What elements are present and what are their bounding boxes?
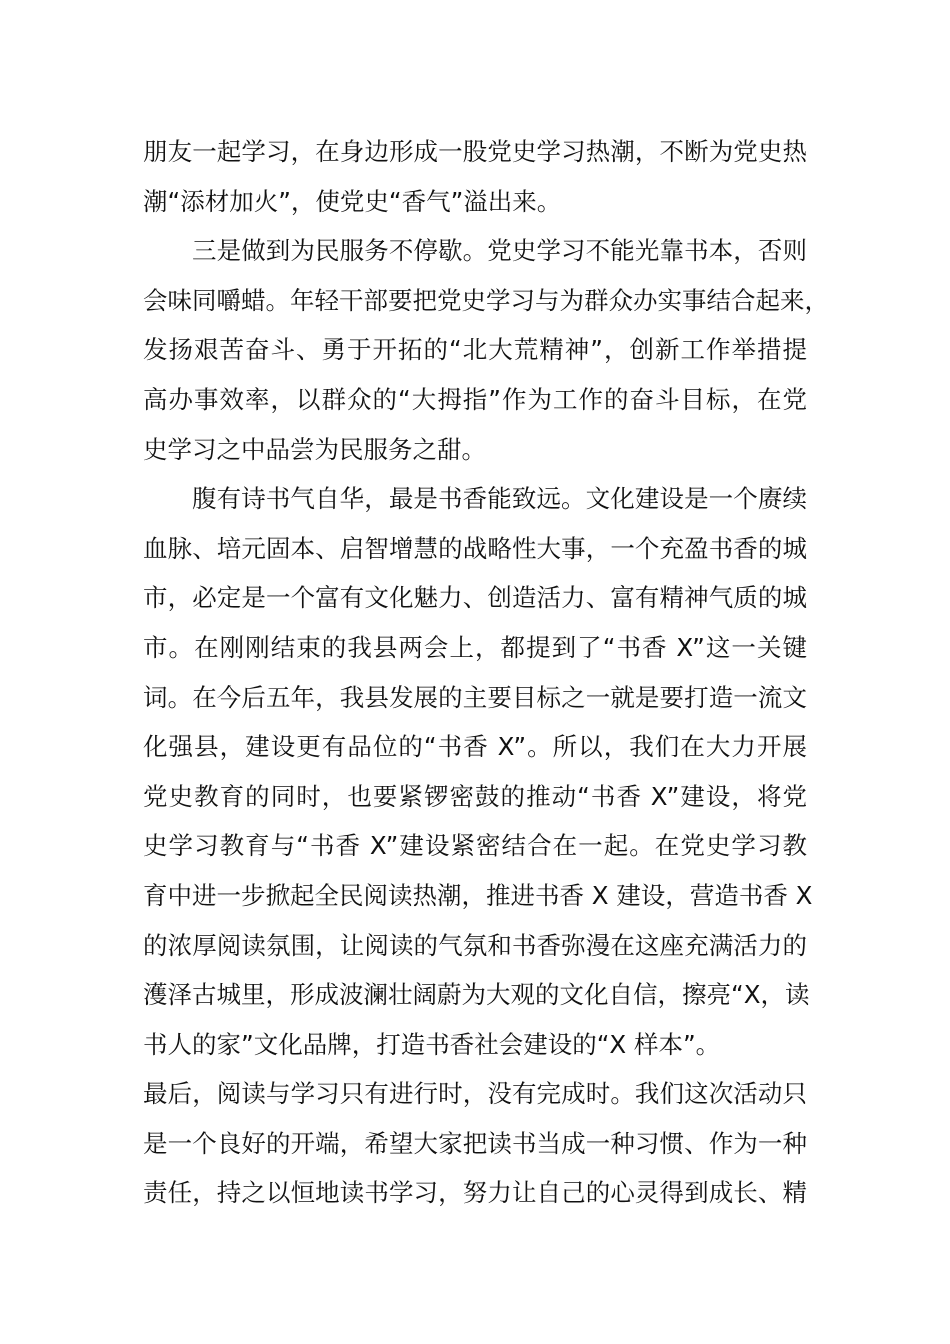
text-line: 词。在今后五年，我县发展的主要目标之一就是要打造一流文 xyxy=(143,682,807,712)
text-line: 史学习教育与“书香 X”建设紧密结合在一起。在党史学习教 xyxy=(143,831,807,861)
text-line: 血脉、培元固本、启智增慧的战略性大事，一个充盈书香的城 xyxy=(143,533,807,563)
text-line: 责任，持之以恒地读书学习，努力让自己的心灵得到成长、精 xyxy=(143,1178,807,1208)
text-line: 三是做到为民服务不停歇。党史学习不能光靠书本，否则 xyxy=(192,236,807,266)
text-line: 朋友一起学习，在身边形成一股党史学习热潮，不断为党史热 xyxy=(143,137,807,166)
text-line: 党史教育的同时，也要紧锣密鼓的推动“书香 X”建设，将党 xyxy=(143,781,807,811)
text-line: 濩泽古城里，形成波澜壮阔蔚为大观的文化自信，擦亮“X，读 xyxy=(143,980,810,1010)
text-line: 书人的家”文化品牌，打造书香社会建设的“X 样本”。 xyxy=(143,1029,721,1059)
text-line: 是一个良好的开端，希望大家把读书当成一种习惯、作为一种 xyxy=(143,1128,807,1158)
text-line: 发扬艰苦奋斗、勇于开拓的“北大荒精神”，创新工作举措提 xyxy=(143,335,807,365)
text-line: 潮“添材加火”，使党史“香气”溢出来。 xyxy=(143,186,562,216)
text-line: 会味同嚼蜡。年轻干部要把党史学习与为群众办实事结合起来， xyxy=(143,285,829,315)
text-line: 史学习之中品尝为民服务之甜。 xyxy=(143,434,486,464)
text-line: 最后，阅读与学习只有进行时，没有完成时。我们这次活动只 xyxy=(143,1079,807,1109)
text-line: 高办事效率，以群众的“大拇指”作为工作的奋斗目标，在党 xyxy=(143,384,807,414)
text-line: 的浓厚阅读氛围，让阅读的气氛和书香弥漫在这座充满活力的 xyxy=(143,930,807,960)
body-text xyxy=(143,127,829,1218)
text-line: 化强县，建设更有品位的“书香 X”。所以，我们在大力开展 xyxy=(143,732,807,762)
text-line: 腹有诗书气自华，最是书香能致远。文化建设是一个赓续 xyxy=(192,484,807,514)
text-line: 育中进一步掀起全民阅读热潮，推进书香 X 建设，营造书香 X xyxy=(143,880,813,910)
text-line: 市。在刚刚结束的我县两会上，都提到了“书香 X”这一关键 xyxy=(143,632,807,662)
text-line: 市，必定是一个富有文化魅力、创造活力、富有精神气质的城 xyxy=(143,583,807,613)
